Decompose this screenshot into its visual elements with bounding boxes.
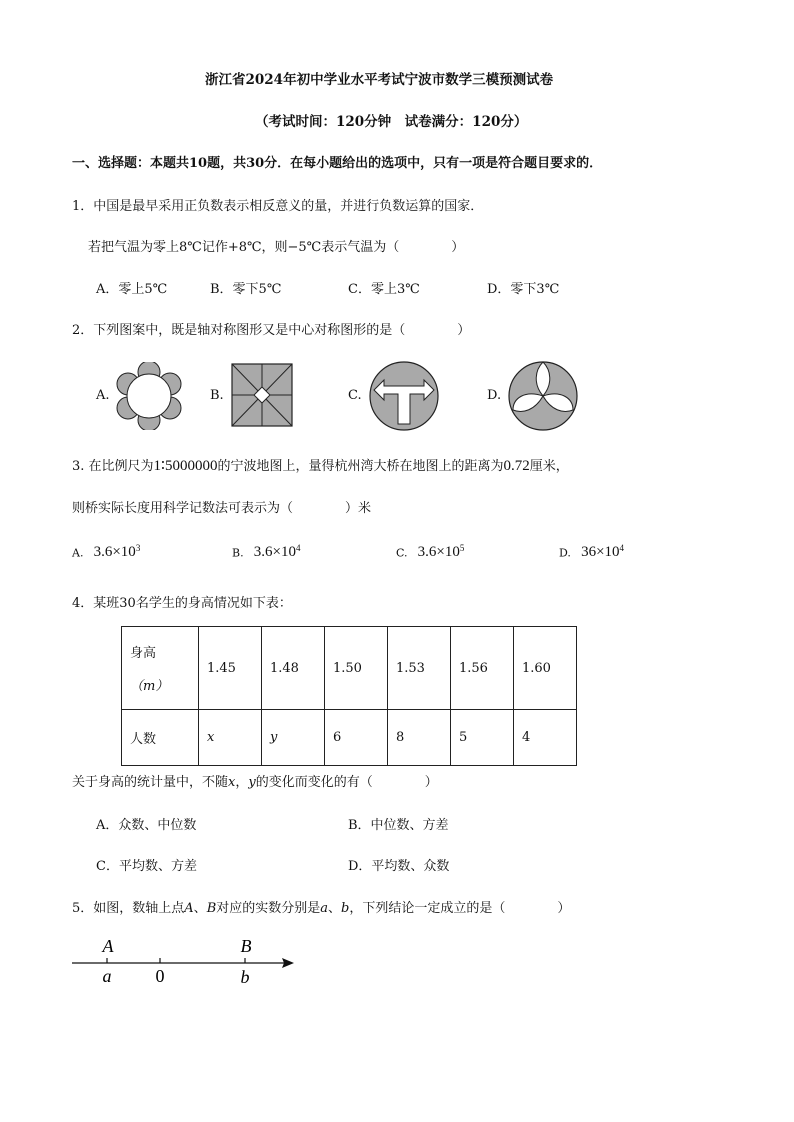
axis-value-b: b: [240, 967, 250, 987]
q3-line2: 则桥实际长度用科学记数法可表示为（ ）米: [72, 501, 372, 516]
q5-stem-a: 5．如图，数轴上点: [72, 901, 185, 916]
table-cell-count: 6: [325, 710, 388, 766]
q1-line1: 1．中国是最早采用正负数表示相反意义的量，并进行负数运算的国家．: [72, 199, 484, 214]
q3-line1-b: 的宁波地图上，量得杭州湾大桥在地图上的距离为: [217, 459, 504, 474]
q1-option-b[interactable]: B．零下5℃: [210, 282, 282, 297]
q4-var-x: x: [228, 775, 236, 790]
page-title: 浙江省2024年初中学业水平考试宁波市数学三模预测试卷: [205, 72, 554, 88]
q3-line1-a: 3. 在比例尺为: [72, 459, 154, 474]
q2-label-a[interactable]: A.: [96, 388, 110, 403]
q4-question-b: 的变化而变化的有（ ）: [255, 775, 438, 790]
section-heading: 一、选择题：本题共10题，共30分．在每小题给出的选项中，只有一项是符合题目要求的．: [72, 156, 603, 171]
table-cell-height: 1.56: [451, 627, 514, 710]
axis-point-b-label: B: [240, 936, 252, 956]
axis-origin: 0: [155, 966, 165, 986]
number-line: [70, 930, 310, 990]
q3-option-c-mantissa: 3.6×10: [417, 544, 460, 561]
q3-scale-ratio: 1∶5000000: [153, 458, 218, 474]
table-header-height-unit: （m）: [130, 679, 169, 694]
q4-question: [72, 771, 438, 790]
q3-option-a-label: A.: [72, 546, 84, 560]
table-cell-height: 1.60: [514, 627, 577, 710]
table-cell-height: 1.45: [199, 627, 262, 710]
table-header-count: 人数: [122, 710, 199, 766]
q3-option-b-mantissa: 3.6×10: [253, 544, 296, 561]
q4-var-y: y: [248, 775, 256, 790]
q3-option-a[interactable]: [72, 543, 140, 561]
q5-point-b: B: [206, 901, 217, 916]
q3-option-c[interactable]: [396, 543, 464, 561]
q4-option-d[interactable]: D．平均数、众数: [348, 859, 450, 874]
q1-option-a[interactable]: A．零上5℃: [96, 282, 168, 297]
q5-point-a: A: [184, 901, 194, 916]
q5-stem-b: 对应的实数分别是: [216, 901, 321, 916]
q3-option-b-label: B.: [232, 546, 244, 560]
q2-label-c[interactable]: C.: [348, 388, 362, 403]
q5-sep2: 、: [328, 901, 342, 916]
q3-option-d-exponent: 4: [619, 543, 625, 553]
height-table: [121, 626, 577, 766]
q1-line2: 若把气温为零上8℃记作+8℃，则−5℃表示气温为（ ）: [88, 240, 465, 255]
page-subtitle: （考试时间：120分钟 试卷满分：120分）: [255, 114, 528, 130]
table-cell-count: x: [199, 710, 262, 766]
q2-figure-flower: [112, 362, 186, 430]
q3-option-b-exponent: 4: [295, 543, 301, 553]
q4-option-a[interactable]: A．众数、中位数: [96, 818, 197, 833]
q3-line1-c: 厘米，: [529, 459, 569, 474]
table-cell-height: 1.50: [325, 627, 388, 710]
q3-option-c-label: C.: [396, 546, 408, 560]
table-cell-height: 1.53: [388, 627, 451, 710]
q4-stem: 4．某班30名学生的身高情况如下表：: [72, 596, 292, 611]
q4-question-a: 关于身高的统计量中，不随: [72, 775, 229, 790]
q2-label-d[interactable]: D.: [487, 388, 502, 403]
axis-point-a-label: A: [102, 936, 114, 956]
q3-map-distance: 0.72: [503, 458, 530, 474]
q3-option-d-label: D.: [559, 546, 571, 560]
q3-option-a-mantissa: 3.6×10: [93, 544, 136, 561]
q4-option-c[interactable]: C．平均数、方差: [96, 859, 197, 874]
table-header-height-line1: 身高: [130, 646, 157, 661]
table-row-heights: [122, 627, 577, 710]
q2-stem: 2．下列图案中，既是轴对称图形又是中心对称图形的是（ ）: [72, 323, 471, 338]
q3-option-b[interactable]: [232, 543, 300, 561]
q3-option-a-exponent: 3: [135, 543, 141, 553]
q5-stem-c: ，下列结论一定成立的是（ ）: [349, 901, 571, 916]
table-header-height: [122, 627, 199, 710]
q2-figure-square-pinwheel: [230, 362, 294, 428]
q4-question-sep: ，: [235, 775, 249, 790]
table-row-counts: [122, 710, 577, 766]
q1-option-c[interactable]: C．零上3℃: [348, 282, 420, 297]
q2-label-b[interactable]: B.: [210, 388, 224, 403]
q4-option-b[interactable]: B．中位数、方差: [348, 818, 449, 833]
axis-value-a: a: [102, 966, 112, 986]
q5-var-b: b: [341, 901, 350, 916]
q3-option-d[interactable]: [559, 543, 624, 561]
table-cell-count: 5: [451, 710, 514, 766]
q1-option-d[interactable]: D．零下3℃: [487, 282, 560, 297]
q2-figure-arrow-sign: [368, 360, 440, 432]
table-cell-count: 8: [388, 710, 451, 766]
q3-line1: [72, 455, 569, 475]
q5-stem: [72, 897, 570, 916]
q5-sep: 、: [193, 901, 207, 916]
q2-figure-trefoil: [507, 360, 579, 432]
q3-option-c-exponent: 5: [459, 543, 465, 553]
table-cell-count: y: [262, 710, 325, 766]
q3-option-d-mantissa: 36×10: [581, 544, 620, 561]
table-cell-height: 1.48: [262, 627, 325, 710]
table-cell-count: 4: [514, 710, 577, 766]
q5-var-a: a: [320, 901, 329, 916]
